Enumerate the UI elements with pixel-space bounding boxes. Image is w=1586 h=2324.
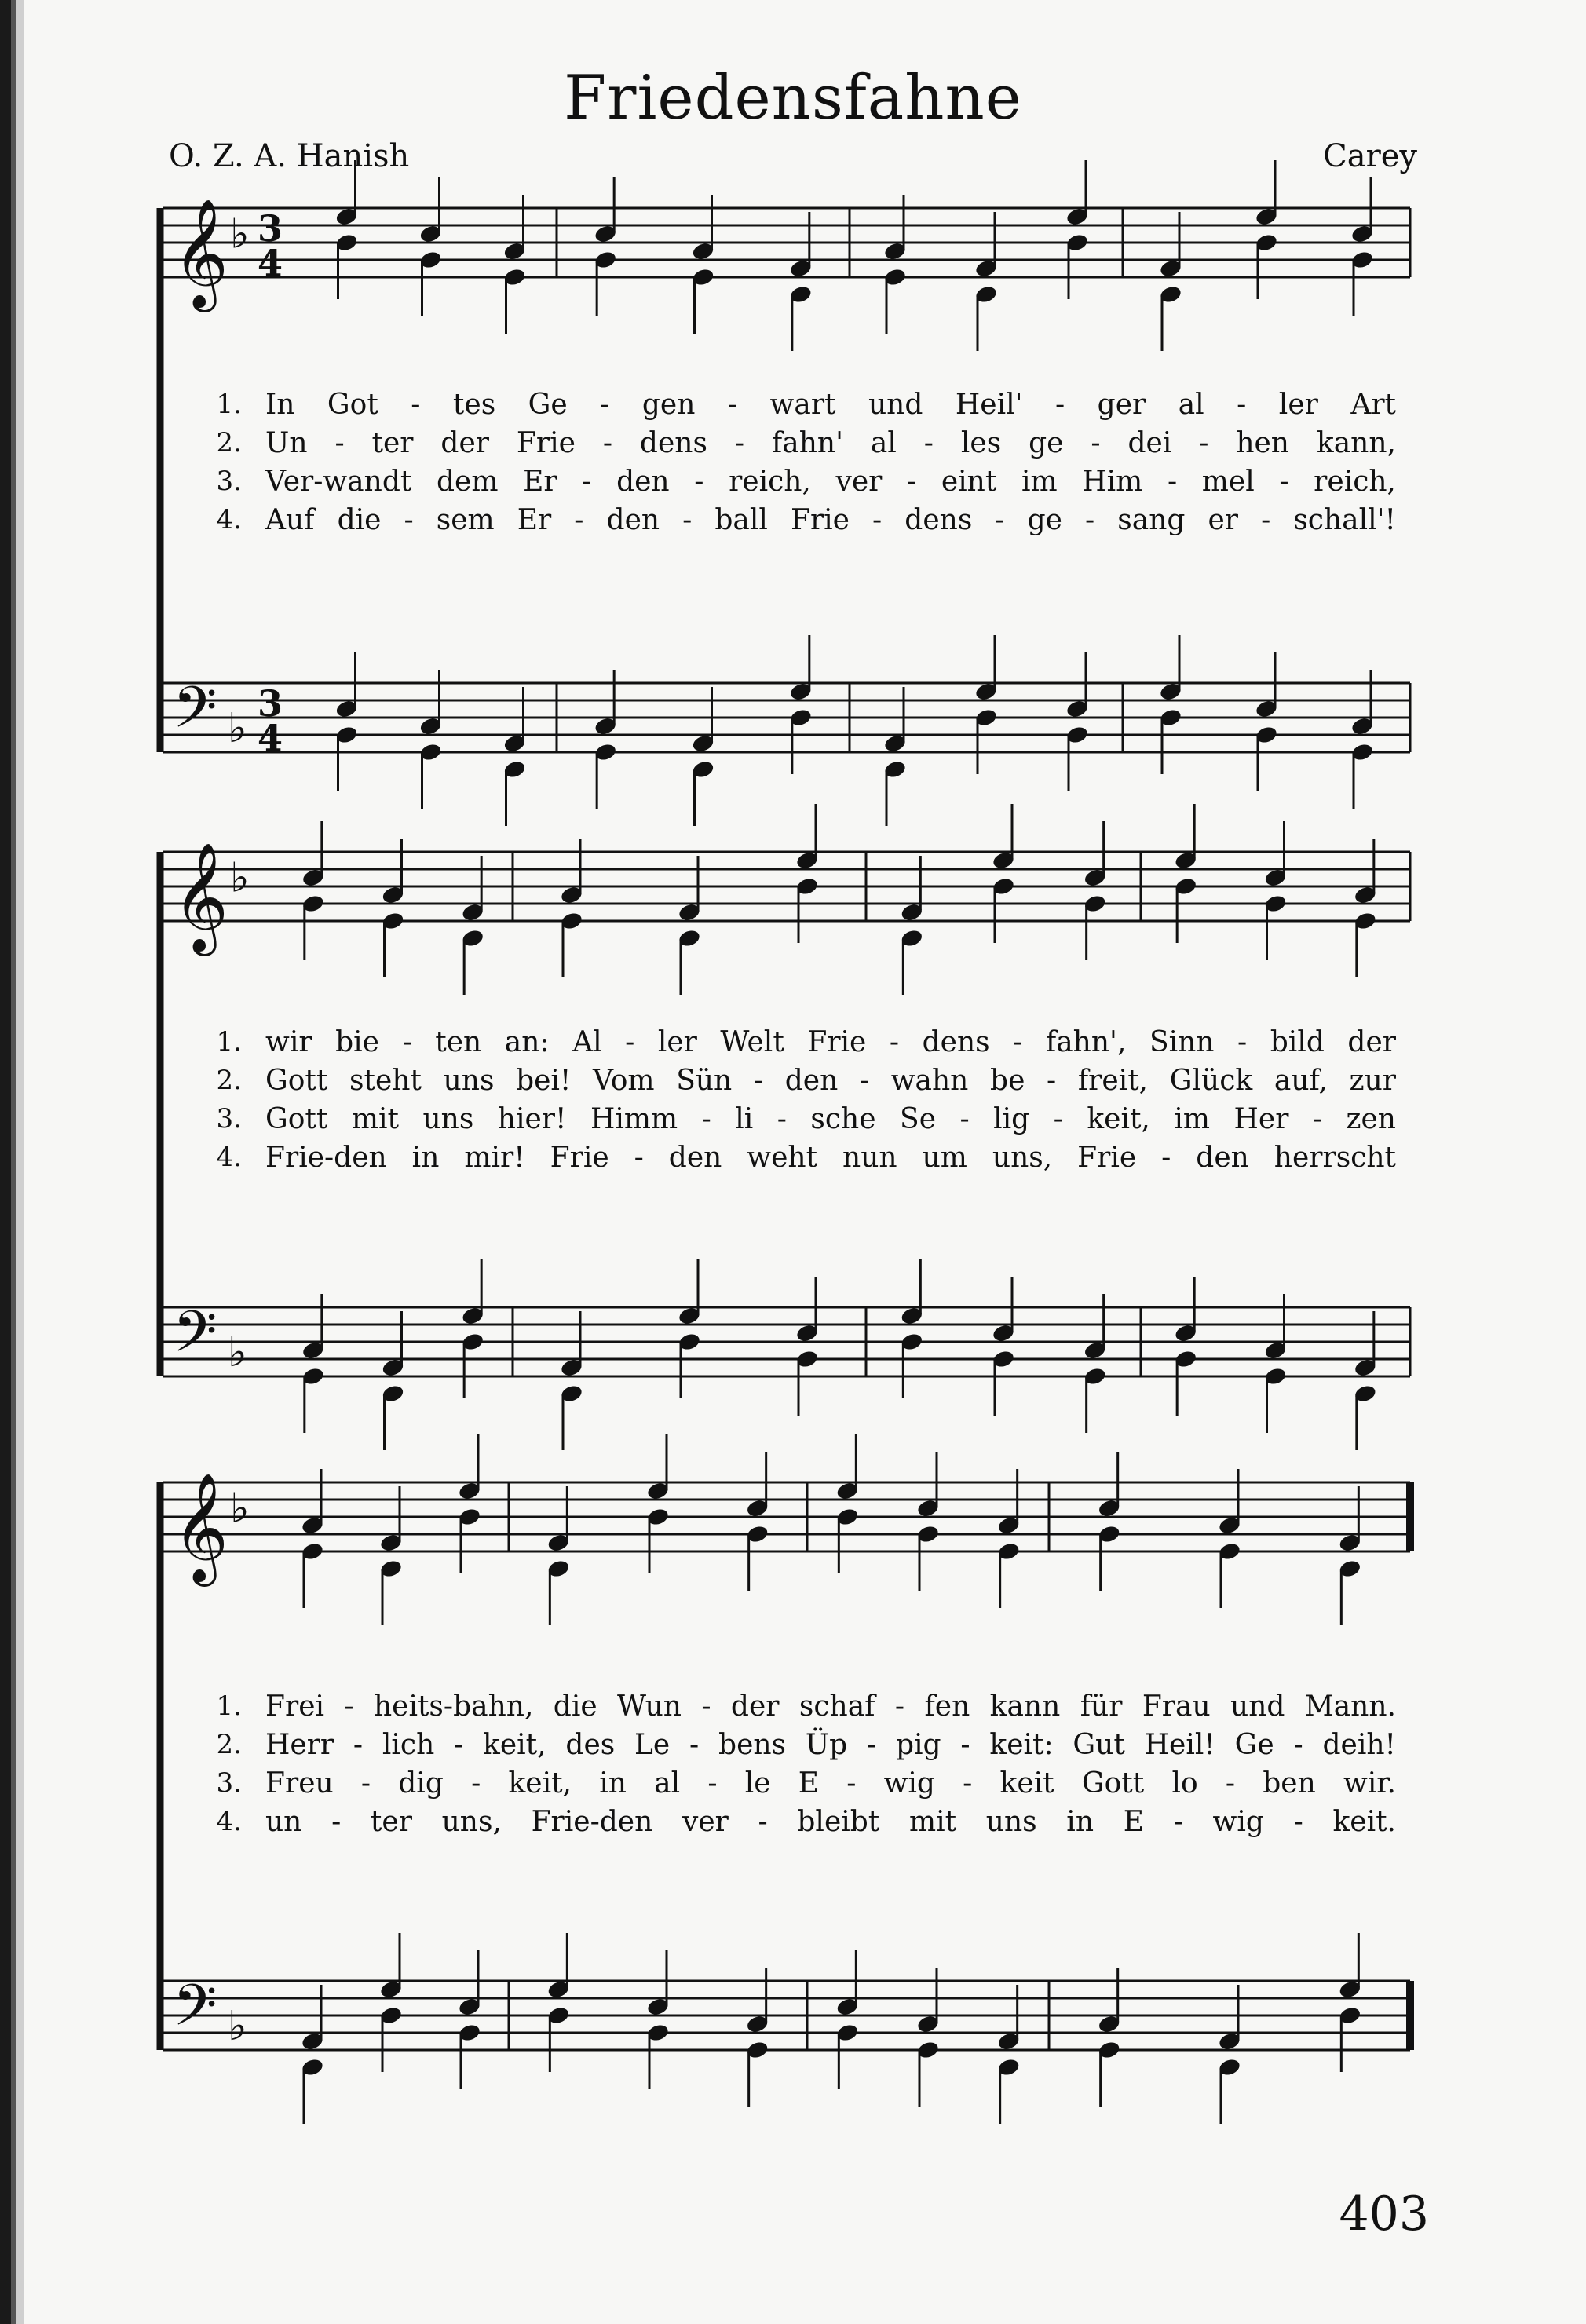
- lyric-text: Un - ter der Frie - dens - fahn' al - les ge - dei - hen kann,: [265, 427, 1396, 459]
- lyric-text: un - ter uns, Frie-den ver - bleibt mit uns in E - wig - keit.: [265, 1806, 1396, 1838]
- verse-number: 1.: [216, 389, 242, 420]
- bass-clef-icon: 𝄢: [173, 674, 217, 755]
- music-system-3: [155, 1474, 1410, 2071]
- lyric-text: In Got - tes Ge - gen - wart und Heil' - ger al - ler Art: [265, 389, 1396, 421]
- lyric-line: [155, 1729, 1410, 1765]
- lyric-text: Frie-den in mir! Frie - den weht nun um uns, Frie - den herrscht: [265, 1142, 1396, 1174]
- flat-sign-icon: ♭: [228, 2002, 247, 2050]
- lyric-text: Ver-wandt dem Er - den - reich, ver - eint im Him - mel - reich,: [265, 466, 1396, 498]
- lyric-text: Freu - dig - keit, in al - le E - wig - keit Gott lo - ben wir.: [265, 1767, 1396, 1800]
- flat-sign-icon: ♭: [228, 1328, 247, 1376]
- lyric-text: Gott steht uns bei! Vom Sün - den - wahn be - freit, Glück auf, zur: [265, 1065, 1396, 1097]
- time-signature-icon: 4: [258, 242, 283, 284]
- lyric-line: [155, 1806, 1410, 1842]
- treble-clef-icon: 𝄞: [173, 199, 228, 308]
- lyric-text: Gott mit uns hier! Himm - li - sche Se - lig - keit, im Her - zen: [265, 1103, 1396, 1135]
- lyricist: O. Z. A. Hanish: [169, 138, 410, 174]
- lyric-line: [155, 1065, 1410, 1101]
- lyric-line: [155, 1767, 1410, 1803]
- flat-sign-icon: ♭: [230, 1485, 250, 1533]
- music-system-1: [155, 200, 1410, 766]
- bass-clef-icon: 𝄢: [173, 1298, 217, 1379]
- page-binding-edge: [0, 0, 31, 2324]
- lyric-text: Frei - heits-bahn, die Wun - der schaf - fen kann für Frau und Mann.: [265, 1690, 1396, 1723]
- time-signature-icon: 4: [258, 717, 283, 759]
- treble-clef-icon: 𝄞: [173, 1473, 228, 1582]
- verse-number: 1.: [216, 1026, 242, 1058]
- lyric-line: [155, 466, 1410, 502]
- lyric-line: [155, 1142, 1410, 1178]
- verse-number: 3.: [216, 466, 242, 497]
- lyric-line: [155, 427, 1410, 463]
- verse-number: 4.: [216, 504, 242, 535]
- verse-number: 1.: [216, 1690, 242, 1722]
- treble-clef-icon: 𝄞: [173, 842, 228, 952]
- verse-number: 4.: [216, 1806, 242, 1837]
- verse-number: 3.: [216, 1767, 242, 1799]
- lyric-line: [155, 1026, 1410, 1062]
- bass-clef-icon: 𝄢: [173, 1971, 217, 2052]
- lyric-text: Herr - lich - keit, des Le - bens Üp - pig - keit: Gut Heil! Ge - deih!: [265, 1729, 1396, 1761]
- lyric-text: Auf die - sem Er - den - ball Frie - dens - ge - sang er - schall'!: [265, 504, 1396, 536]
- verse-number: 2.: [216, 427, 242, 459]
- verse-number: 2.: [216, 1729, 242, 1760]
- time-signature-icon: 3: [258, 682, 283, 725]
- music-system-2: [155, 844, 1410, 1394]
- hymn-title: Friedensfahne: [564, 63, 1022, 133]
- flat-sign-icon: ♭: [230, 210, 250, 258]
- verse-number: 3.: [216, 1103, 242, 1135]
- lyric-text: wir bie - ten an: Al - ler Welt Frie - dens - fahn', Sinn - bild der: [265, 1026, 1396, 1058]
- verse-number: 4.: [216, 1142, 242, 1173]
- composer: Carey: [1323, 138, 1417, 174]
- verse-number: 2.: [216, 1065, 242, 1096]
- time-signature-icon: 3: [258, 207, 283, 250]
- lyric-line: [155, 504, 1410, 540]
- lyric-line: [155, 1690, 1410, 1727]
- lyric-line: [155, 1103, 1410, 1139]
- lyric-line: [155, 389, 1410, 425]
- flat-sign-icon: ♭: [228, 704, 247, 752]
- flat-sign-icon: ♭: [230, 854, 250, 902]
- page-number: 403: [1339, 2187, 1429, 2242]
